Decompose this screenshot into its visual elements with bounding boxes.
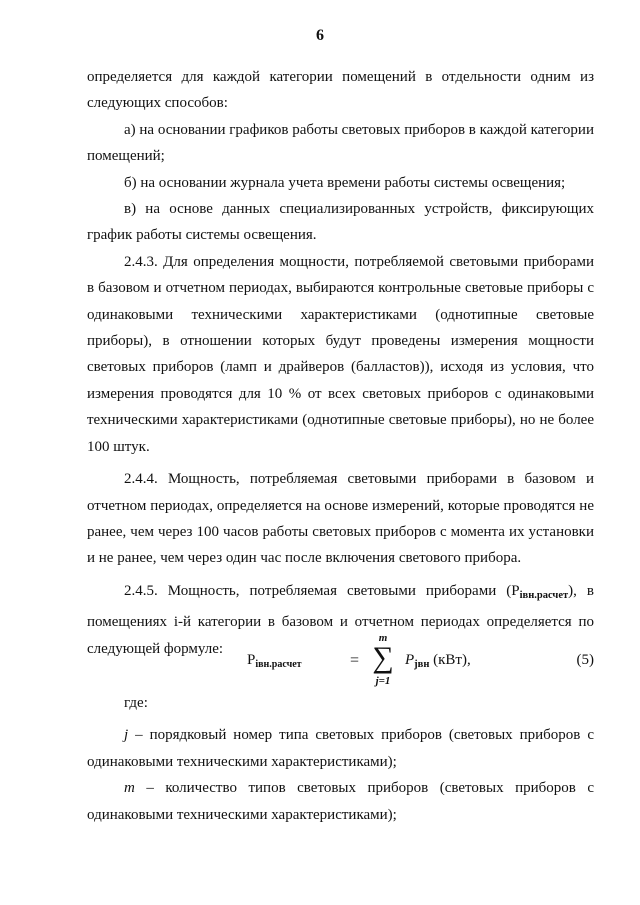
- definition-m: [87, 775, 594, 828]
- definition-j-text: – порядковый номер типа световых приборов (световых приборов с одинаковыми техническими характеристиками);: [87, 727, 594, 770]
- sum-lower-limit: j=1: [375, 675, 391, 687]
- paragraph-2-4-4: 2.4.4. Мощность, потребляемая световыми приборами в базовом и отчетном периодах, определяется на основе измерений, которые проводятся не ранее, чем через 100 часов работы световых приборов с момента их установки и не ранее, чем через один час после включения светового прибора.: [87, 471, 594, 567]
- formula-term: $P_{jвн}$ (кВт),: [405, 652, 471, 670]
- formula-5: [87, 632, 594, 690]
- paragraph-intro: определяется для каждой категории помещений в отдельности одним из следующих способов:: [87, 69, 594, 112]
- definition-j-var: j: [124, 727, 129, 744]
- formula-term-subscript: jвн: [414, 659, 430, 670]
- paragraph-2-4-3: 2.4.3. Для определения мощности, потребляемой световыми приборами в базовом и отчетном периодах, выбираются контрольные световые приборы с одинаковыми техническими характеристиками (однотипные световые приборы), в отношении которых будут проведены измерения мощности световых приборов (ламп и драйверов (балластов)), исходя из условия, что измерения проводятся для 10 % от всех световых приборов с одинаковыми техническими характеристиками (однотипные световые приборы), но не более 100 штук.: [87, 253, 594, 455]
- page-number: 6: [316, 27, 324, 44]
- sum-upper-limit: m: [378, 632, 388, 644]
- paragraph-item-a: а) на основании графиков работы световых приборов в каждой категории помещений;: [87, 121, 594, 165]
- definition-m-var: m: [124, 780, 135, 797]
- p245-before: 2.4.5. Мощность, потребляемая световыми приборами (P: [124, 582, 520, 599]
- summation: [368, 632, 398, 690]
- paragraph-item-b: б) на основании журнала учета времени работы системы освещения;: [124, 174, 566, 191]
- body-text: [87, 64, 594, 662]
- definitions: [87, 690, 594, 828]
- paragraph-item-v: в) на основе данных специализированных устройств, фиксирующих график работы системы освещения.: [87, 201, 594, 244]
- definition-j: [87, 722, 594, 775]
- sigma-icon: ∑: [372, 641, 394, 674]
- formula-equals: =: [350, 652, 360, 669]
- formula-lhs-subscript: iвн.расчет: [255, 659, 302, 670]
- formula-lhs: $P_{iвн.расчет}$: [247, 652, 302, 670]
- p245-subscript: iвн.расчет: [519, 589, 569, 601]
- p245-after: ), в помещениях i-й категории в базовом и отчетном периодах определяется по следующей формуле:: [87, 582, 595, 657]
- definition-m-text: – количество типов световых приборов (световых приборов с одинаковыми техническими характеристиками);: [87, 780, 594, 823]
- formula-number: (5): [576, 652, 594, 668]
- where-label: где:: [124, 695, 148, 711]
- formula-unit: (кВт),: [433, 652, 471, 668]
